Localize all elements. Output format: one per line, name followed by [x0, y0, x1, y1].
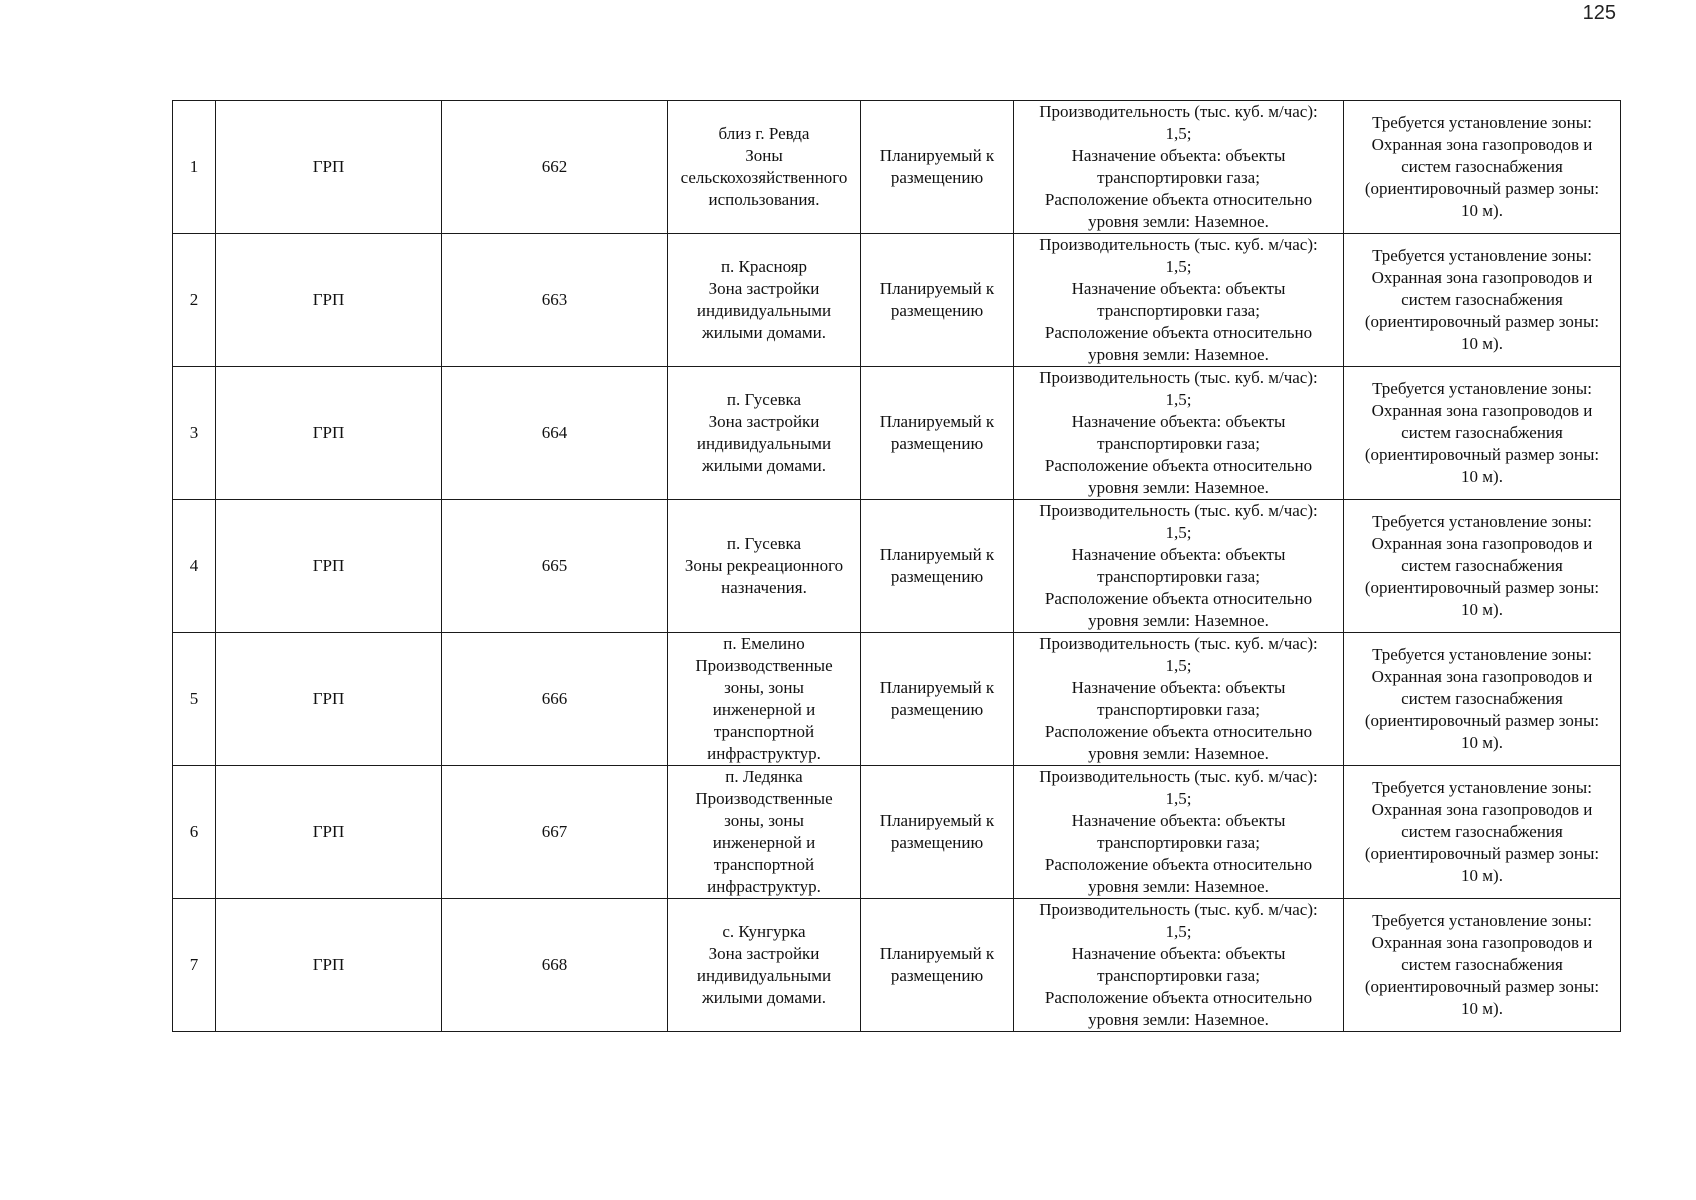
characteristics-line: уровня земли: Наземное. — [1088, 877, 1269, 896]
characteristics-line: 1,5; — [1165, 656, 1192, 675]
status-line: Планируемый к — [879, 545, 995, 564]
location-line: сельскохозяйственного — [680, 168, 848, 187]
zone-line: 10 м). — [1461, 999, 1503, 1018]
zone-line: 10 м). — [1461, 201, 1503, 220]
location-line: Зона застройки — [708, 279, 820, 298]
characteristics-line: Расположение объекта относительно — [1044, 456, 1313, 475]
zone-line: 10 м). — [1461, 334, 1503, 353]
zone-cell — [1344, 899, 1621, 1032]
object-name-cell: ГРП — [216, 899, 442, 1032]
object-code-cell: 666 — [442, 633, 668, 766]
zone-cell — [1344, 101, 1621, 234]
status-cell — [861, 367, 1014, 500]
table-body — [173, 101, 1621, 1032]
characteristics-line: транспортировки газа; — [1097, 168, 1260, 187]
object-code-cell: 665 — [442, 500, 668, 633]
location-line: близ г. Ревда — [718, 124, 810, 143]
characteristics-cell — [1014, 633, 1344, 766]
characteristics-line: транспортировки газа; — [1097, 434, 1260, 453]
location-line: Зона застройки — [708, 944, 820, 963]
table-row — [173, 899, 1621, 1032]
location-cell — [668, 101, 861, 234]
status-line: размещению — [890, 567, 984, 586]
location-line: назначения. — [721, 578, 807, 597]
object-code-cell: 662 — [442, 101, 668, 234]
zone-line: Охранная зона газопроводов и — [1371, 933, 1593, 952]
location-line: с. Кунгурка — [722, 922, 806, 941]
zone-line: систем газоснабжения — [1401, 955, 1563, 974]
characteristics-line: Производительность (тыс. куб. м/час): — [1039, 900, 1318, 919]
characteristics-line: Расположение объекта относительно — [1044, 722, 1313, 741]
status-line: Планируемый к — [879, 279, 995, 298]
location-line: инфраструктур. — [707, 744, 821, 763]
zone-line: 10 м). — [1461, 866, 1503, 885]
zone-cell — [1344, 234, 1621, 367]
location-line: п. Емелино — [723, 634, 805, 653]
zone-line: Охранная зона газопроводов и — [1371, 135, 1593, 154]
location-line: инженерной и — [712, 833, 816, 852]
zone-line: (ориентировочный размер зоны: — [1364, 844, 1600, 863]
location-line: транспортной — [713, 855, 815, 874]
characteristics-line: 1,5; — [1165, 124, 1192, 143]
zone-line: 10 м). — [1461, 733, 1503, 752]
status-line: Планируемый к — [879, 678, 995, 697]
table-row — [173, 367, 1621, 500]
characteristics-cell — [1014, 899, 1344, 1032]
location-line: жилыми домами. — [702, 456, 826, 475]
object-code-cell: 667 — [442, 766, 668, 899]
status-cell — [861, 633, 1014, 766]
location-line: транспортной — [713, 722, 815, 741]
objects-table — [172, 100, 1621, 1032]
characteristics-line: Назначение объекта: объекты — [1071, 944, 1286, 963]
status-cell — [861, 500, 1014, 633]
characteristics-line: уровня земли: Наземное. — [1088, 611, 1269, 630]
zone-cell — [1344, 633, 1621, 766]
row-number-cell: 4 — [173, 500, 216, 633]
status-line: размещению — [890, 966, 984, 985]
row-number-cell: 3 — [173, 367, 216, 500]
status-line: размещению — [890, 700, 984, 719]
characteristics-line: Расположение объекта относительно — [1044, 190, 1313, 209]
characteristics-line: Расположение объекта относительно — [1044, 988, 1313, 1007]
zone-line: Охранная зона газопроводов и — [1371, 401, 1593, 420]
status-line: Планируемый к — [879, 146, 995, 165]
object-name-cell: ГРП — [216, 234, 442, 367]
location-cell — [668, 899, 861, 1032]
characteristics-line: Производительность (тыс. куб. м/час): — [1039, 235, 1318, 254]
row-number-cell: 7 — [173, 899, 216, 1032]
object-name-cell: ГРП — [216, 367, 442, 500]
location-cell — [668, 500, 861, 633]
location-line: п. Гусевка — [726, 390, 802, 409]
zone-line: (ориентировочный размер зоны: — [1364, 578, 1600, 597]
object-name-cell: ГРП — [216, 101, 442, 234]
characteristics-line: Расположение объекта относительно — [1044, 589, 1313, 608]
table-row — [173, 101, 1621, 234]
zone-line: Требуется установление зоны: — [1372, 645, 1592, 664]
zone-line: систем газоснабжения — [1401, 290, 1563, 309]
characteristics-line: Расположение объекта относительно — [1044, 323, 1313, 342]
characteristics-line: Назначение объекта: объекты — [1071, 412, 1286, 431]
characteristics-line: уровня земли: Наземное. — [1088, 345, 1269, 364]
characteristics-line: 1,5; — [1165, 523, 1192, 542]
zone-line: (ориентировочный размер зоны: — [1364, 445, 1600, 464]
characteristics-cell — [1014, 367, 1344, 500]
status-line: Планируемый к — [879, 412, 995, 431]
zone-line: (ориентировочный размер зоны: — [1364, 179, 1600, 198]
zone-line: 10 м). — [1461, 600, 1503, 619]
characteristics-line: транспортировки газа; — [1097, 833, 1260, 852]
location-line: индивидуальными — [696, 966, 832, 985]
location-cell — [668, 633, 861, 766]
location-cell — [668, 766, 861, 899]
characteristics-line: 1,5; — [1165, 390, 1192, 409]
characteristics-line: Назначение объекта: объекты — [1071, 146, 1286, 165]
characteristics-line: Производительность (тыс. куб. м/час): — [1039, 767, 1318, 786]
characteristics-line: уровня земли: Наземное. — [1088, 744, 1269, 763]
page-number: 125 — [1582, 2, 1616, 24]
characteristics-line: уровня земли: Наземное. — [1088, 1010, 1269, 1029]
table-row — [173, 500, 1621, 633]
characteristics-line: Производительность (тыс. куб. м/час): — [1039, 102, 1318, 121]
zone-line: Охранная зона газопроводов и — [1371, 534, 1593, 553]
zone-line: (ориентировочный размер зоны: — [1364, 977, 1600, 996]
characteristics-line: транспортировки газа; — [1097, 567, 1260, 586]
row-number-cell: 6 — [173, 766, 216, 899]
zone-line: систем газоснабжения — [1401, 822, 1563, 841]
characteristics-line: транспортировки газа; — [1097, 301, 1260, 320]
zone-line: систем газоснабжения — [1401, 157, 1563, 176]
location-line: зоны, зоны — [724, 678, 804, 697]
row-number-cell: 1 — [173, 101, 216, 234]
status-cell — [861, 234, 1014, 367]
status-line: размещению — [890, 833, 984, 852]
zone-line: (ориентировочный размер зоны: — [1364, 711, 1600, 730]
status-line: размещению — [890, 434, 984, 453]
location-line: Производственные — [695, 656, 833, 675]
characteristics-cell — [1014, 234, 1344, 367]
characteristics-line: Производительность (тыс. куб. м/час): — [1039, 368, 1318, 387]
table-row — [173, 766, 1621, 899]
zone-line: Охранная зона газопроводов и — [1371, 800, 1593, 819]
object-name-cell: ГРП — [216, 500, 442, 633]
status-line: размещению — [890, 168, 984, 187]
location-cell — [668, 234, 861, 367]
zone-line: 10 м). — [1461, 467, 1503, 486]
characteristics-cell — [1014, 500, 1344, 633]
zone-cell — [1344, 367, 1621, 500]
characteristics-line: уровня земли: Наземное. — [1088, 478, 1269, 497]
location-cell — [668, 367, 861, 500]
object-name-cell: ГРП — [216, 633, 442, 766]
location-line: инфраструктур. — [707, 877, 821, 896]
location-line: жилыми домами. — [702, 988, 826, 1007]
characteristics-cell — [1014, 766, 1344, 899]
location-line: п. Ледянка — [725, 767, 803, 786]
characteristics-line: Назначение объекта: объекты — [1071, 279, 1286, 298]
location-line: п. Гусевка — [726, 534, 802, 553]
zone-line: Охранная зона газопроводов и — [1371, 268, 1593, 287]
zone-cell — [1344, 766, 1621, 899]
zone-line: систем газоснабжения — [1401, 689, 1563, 708]
table-row — [173, 633, 1621, 766]
characteristics-line: Назначение объекта: объекты — [1071, 545, 1286, 564]
characteristics-line: Производительность (тыс. куб. м/час): — [1039, 501, 1318, 520]
table-row — [173, 234, 1621, 367]
zone-line: систем газоснабжения — [1401, 423, 1563, 442]
characteristics-line: 1,5; — [1165, 257, 1192, 276]
location-line: инженерной и — [712, 700, 816, 719]
status-cell — [861, 899, 1014, 1032]
status-cell — [861, 766, 1014, 899]
characteristics-line: Производительность (тыс. куб. м/час): — [1039, 634, 1318, 653]
location-line: Зоны рекреационного — [684, 556, 844, 575]
characteristics-cell — [1014, 101, 1344, 234]
characteristics-line: 1,5; — [1165, 789, 1192, 808]
zone-line: Требуется установление зоны: — [1372, 113, 1592, 132]
location-line: жилыми домами. — [702, 323, 826, 342]
characteristics-line: Назначение объекта: объекты — [1071, 811, 1286, 830]
location-line: Зоны — [745, 146, 783, 165]
location-line: Зона застройки — [708, 412, 820, 431]
object-name-cell: ГРП — [216, 766, 442, 899]
location-line: индивидуальными — [696, 301, 832, 320]
zone-line: (ориентировочный размер зоны: — [1364, 312, 1600, 331]
characteristics-line: транспортировки газа; — [1097, 700, 1260, 719]
location-line: индивидуальными — [696, 434, 832, 453]
location-line: использования. — [708, 190, 820, 209]
status-line: Планируемый к — [879, 944, 995, 963]
status-line: Планируемый к — [879, 811, 995, 830]
characteristics-line: уровня земли: Наземное. — [1088, 212, 1269, 231]
status-line: размещению — [890, 301, 984, 320]
row-number-cell: 2 — [173, 234, 216, 367]
characteristics-line: Расположение объекта относительно — [1044, 855, 1313, 874]
object-code-cell: 663 — [442, 234, 668, 367]
zone-cell — [1344, 500, 1621, 633]
zone-line: Требуется установление зоны: — [1372, 778, 1592, 797]
location-line: Производственные — [695, 789, 833, 808]
object-code-cell: 668 — [442, 899, 668, 1032]
location-line: п. Краснояр — [720, 257, 808, 276]
characteristics-line: транспортировки газа; — [1097, 966, 1260, 985]
zone-line: систем газоснабжения — [1401, 556, 1563, 575]
characteristics-line: Назначение объекта: объекты — [1071, 678, 1286, 697]
location-line: зоны, зоны — [724, 811, 804, 830]
zone-line: Требуется установление зоны: — [1372, 246, 1592, 265]
zone-line: Требуется установление зоны: — [1372, 512, 1592, 531]
row-number-cell: 5 — [173, 633, 216, 766]
zone-line: Требуется установление зоны: — [1372, 379, 1592, 398]
zone-line: Требуется установление зоны: — [1372, 911, 1592, 930]
zone-line: Охранная зона газопроводов и — [1371, 667, 1593, 686]
status-cell — [861, 101, 1014, 234]
characteristics-line: 1,5; — [1165, 922, 1192, 941]
object-code-cell: 664 — [442, 367, 668, 500]
